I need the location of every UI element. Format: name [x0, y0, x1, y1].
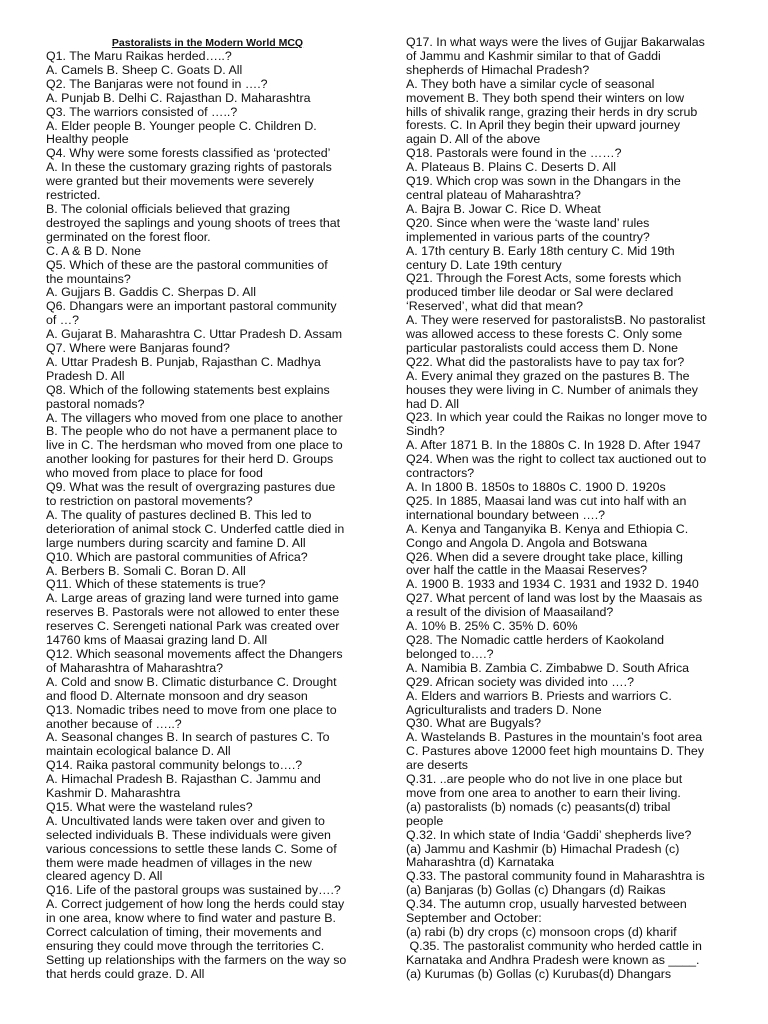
text-line: Q8. Which of the following statements best explains	[46, 382, 330, 397]
left-column-text	[46, 50, 369, 982]
text-line: large numbers during scarcity and famine D. All	[46, 535, 306, 550]
text-line: C. A & B D. None	[46, 243, 142, 258]
text-line: cleared agency D. All	[46, 869, 163, 884]
text-line: Q.32. In which state of India ‘Gaddi’ shepherds live?	[406, 827, 692, 842]
left-column	[46, 36, 369, 982]
text-line: of …?	[46, 313, 80, 328]
text-line: Q29. African society was divided into ….?	[406, 674, 634, 689]
text-line: A. Large areas of grazing land were turned into game	[46, 591, 339, 606]
text-line: people	[406, 813, 444, 828]
text-line: Q2. The Banjaras were not found in ….?	[46, 76, 268, 91]
text-line: B. The colonial officials believed that grazing	[46, 201, 291, 216]
text-line: A. Correct judgement of how long the herds could stay	[46, 897, 345, 912]
text-line: ‘Reserved’, what did that mean?	[406, 299, 584, 314]
text-line: A. Plateaus B. Plains C. Deserts D. All	[406, 160, 617, 175]
text-line: A. In these the customary grazing rights of pastorals	[46, 160, 332, 175]
text-line: Q13. Nomadic tribes need to move from one place to	[46, 702, 337, 717]
text-line: C. Pastures above 12000 feet high mountains D. They	[406, 744, 705, 759]
text-line: Q24. When was the right to collect tax auctioned out to	[406, 452, 707, 467]
text-line: A. Namibia B. Zambia C. Zimbabwe D. South Africa	[406, 660, 690, 675]
text-line: central plateau of Maharashtra?	[406, 187, 581, 202]
text-line: A. Cold and snow B. Climatic disturbance C. Drought	[46, 674, 337, 689]
text-line: A. Kenya and Tanganyika B. Kenya and Ethiopia C.	[406, 521, 689, 536]
text-line: (a) Kurumas (b) Gollas (c) Kurubas(d) Dhangars	[406, 966, 672, 981]
text-line: A. Himachal Pradesh B. Rajasthan C. Jammu and	[46, 772, 321, 787]
text-line: A. The villagers who moved from one place to another	[46, 410, 343, 425]
text-line: implemented in various parts of the country?	[406, 229, 650, 244]
text-line: Kashmir D. Maharashtra	[46, 786, 181, 801]
right-column	[406, 36, 728, 982]
text-line: to restriction on pastoral movements?	[46, 494, 253, 508]
text-line: a result of the division of Maasailand?	[406, 605, 614, 620]
text-line: over half the cattle in the Maasai Reserves?	[406, 563, 648, 578]
text-line: Q20. Since when were the ‘waste land’ rules	[406, 215, 650, 230]
text-line: movement B. They both spend their winters on low	[406, 90, 685, 105]
text-line: Q21. Through the Forest Acts, some forests which	[406, 271, 682, 286]
text-line: B. The people who do not have a permanent place to	[46, 424, 338, 439]
text-line: Q17. In what ways were the lives of Gujjar Bakarwalas	[406, 35, 705, 49]
text-line: another because of …..?	[46, 716, 182, 731]
text-line: and flood D. Alternate monsoon and dry season	[46, 688, 308, 703]
text-line: Q25. In 1885, Maasai land was cut into half with an	[406, 493, 687, 508]
text-line: shepherds of Himachal Pradesh?	[406, 62, 590, 77]
text-line: Q.31. ..are people who do not live in one place but	[406, 772, 683, 787]
text-line: them were made headmen of villages in the new	[46, 855, 312, 870]
text-line: A. In 1800 B. 1850s to 1880s C. 1900 D. 1920s	[406, 480, 666, 494]
text-line: Q26. When did a severe drought take place, killing	[406, 549, 683, 564]
text-line: A. Gujjars B. Gaddis C. Sherpas D. All	[46, 285, 257, 300]
text-line: houses they were living in C. Number of animals they	[406, 382, 699, 397]
text-line: reserves C. Serengeti national Park was created over	[46, 619, 340, 634]
text-line: (a) Banjaras (b) Gollas (c) Dhangars (d) Raikas	[406, 883, 666, 898]
text-line: in one area, know where to find water and pasture B.	[46, 911, 336, 926]
text-line: A. Punjab B. Delhi C. Rajasthan D. Maharashtra	[46, 90, 311, 105]
text-line: Q30. What are Bugyals?	[406, 716, 541, 731]
text-line: Q9. What was the result of overgrazing pastures due	[46, 480, 336, 495]
text-line: deterioration of animal stock C. Underfed cattle died in	[46, 521, 345, 536]
text-line: A. Camels B. Sheep C. Goats D. All	[46, 62, 243, 77]
text-line: forests. C. In April they begin their upward journey	[406, 118, 681, 133]
text-line: Q22. What did the pastoralists have to pay tax for?	[406, 354, 685, 369]
text-line: (a) rabi (b) dry crops (c) monsoon crops (d) kharif	[406, 925, 677, 939]
text-line: international boundary between ….?	[406, 507, 606, 522]
text-line: A. Every animal they grazed on the pastures B. The	[406, 368, 690, 383]
text-line: Q28. The Nomadic cattle herders of Kaokoland	[406, 632, 665, 647]
text-line: hills of shivalik range, grazing their herds in dry scrub	[406, 104, 698, 119]
text-line: reserves B. Pastorals were not allowed to enter these	[46, 605, 340, 620]
text-line: move from one area to another to earn their living.	[406, 785, 681, 800]
text-line: Congo and Angola D. Angola and Botswana	[406, 535, 648, 550]
text-line: A. Seasonal changes B. In search of pastures C. To	[46, 730, 330, 745]
text-line: A. Wastelands B. Pastures in the mountain’s foot area	[406, 730, 703, 745]
text-line: A. Berbers B. Somali C. Boran D. All	[46, 563, 246, 578]
text-line: Q16. Life of the pastoral groups was sustained by….?	[46, 883, 341, 898]
text-line: Q.34. The autumn crop, usually harvested between	[406, 897, 687, 912]
text-line: was allowed access to these forests C. Only some	[406, 327, 683, 342]
text-line: Q27. What percent of land was lost by the Maasais as	[406, 591, 703, 606]
text-line: again D. All of the above	[406, 132, 541, 147]
text-line: Setting up relationships with the farmers on the way so	[46, 952, 347, 967]
text-line: who moved from place to place for food	[46, 466, 263, 481]
text-line: that herds could graze. D. All	[46, 966, 205, 981]
text-line: Q15. What were the wasteland rules?	[46, 799, 253, 814]
text-line: the mountains?	[46, 271, 131, 286]
text-line: are deserts	[406, 758, 468, 773]
text-line: particular pastoralists could access them D. None	[406, 340, 679, 355]
text-line: Q18. Pastorals were found in the ……?	[406, 146, 622, 161]
text-line: A. Elders and warriors B. Priests and warriors C.	[406, 688, 672, 703]
text-line: another looking for pastures for their herd D. Groups	[46, 452, 334, 467]
text-line: ensuring they could move through the territories C.	[46, 939, 325, 953]
text-line: various concessions to settle these lands C. Some of	[46, 841, 337, 856]
text-line: Q.33. The pastoral community found in Maharashtra is	[406, 869, 705, 884]
text-line: Q3. The warriors consisted of …..?	[46, 104, 238, 119]
text-line: A. Uttar Pradesh B. Punjab, Rajasthan C. Madhya	[46, 354, 321, 369]
text-line: A. They were reserved for pastoralistsB. No pastoralist	[406, 313, 706, 328]
text-line: A. Bajra B. Jowar C. Rice D. Wheat	[406, 201, 601, 216]
text-line: of Maharashtra of Maharashtra?	[46, 660, 224, 675]
text-line: Q.35. The pastoralist community who herded cattle in	[406, 938, 702, 953]
text-line: maintain ecological balance D. All	[46, 744, 231, 759]
text-line: (a) pastoralists (b) nomads (c) peasants(d) tribal	[406, 799, 671, 814]
text-line: Correct calculation of timing, their movements and	[46, 925, 322, 940]
text-line: A. Gujarat B. Maharashtra C. Uttar Pradesh D. Assam	[46, 327, 343, 342]
text-line: Sindh?	[406, 424, 445, 439]
text-line: 14760 kms of Maasai grazing land D. All	[46, 633, 268, 648]
text-line: A. Elder people B. Younger people C. Children D.	[46, 118, 317, 133]
text-line: September and October:	[406, 911, 542, 926]
text-line: Healthy people	[46, 132, 129, 147]
right-column-text	[406, 36, 728, 982]
text-line: Q5. Which of these are the pastoral communities of	[46, 257, 328, 272]
text-line: Q23. In which year could the Raikas no longer move to	[406, 410, 707, 425]
text-line: belonged to….?	[406, 646, 494, 661]
text-line: Q19. Which crop was sown in the Dhangars in the	[406, 174, 681, 189]
text-line: (a) Jammu and Kashmir (b) Himachal Pradesh (c)	[406, 841, 680, 856]
text-line: pastoral nomads?	[46, 396, 145, 411]
document-title: Pastoralists in the Modern World MCQ	[111, 37, 304, 49]
text-line: Q4. Why were some forests classified as ‘protected’	[46, 146, 331, 161]
text-line: A. Uncultivated lands were taken over and given to	[46, 813, 325, 828]
text-line: were granted but their movements were severely	[46, 174, 314, 189]
text-line: A. They both have a similar cycle of seasonal	[406, 76, 655, 91]
text-line: Q14. Raika pastoral community belongs to….?	[46, 758, 303, 773]
text-line: Q1. The Maru Raikas herded…..?	[46, 49, 232, 63]
text-line: restricted.	[46, 188, 101, 203]
text-line: Q7. Where were Banjaras found?	[46, 341, 230, 356]
text-line: Q6. Dhangars were an important pastoral community	[46, 299, 337, 314]
text-line: Maharashtra (d) Karnataka	[406, 855, 555, 870]
text-line: A. After 1871 B. In the 1880s C. In 1928 D. After 1947	[406, 438, 701, 453]
text-line: century D. Late 19th century	[406, 257, 562, 272]
text-line: contractors?	[406, 466, 475, 481]
text-line: Pradesh D. All	[46, 368, 125, 383]
text-line: germinated on the forest floor.	[46, 229, 211, 244]
text-line: of Jammu and Kashmir similar to that of Gaddi	[406, 48, 661, 63]
text-line: produced timber lile deodar or Sal were declared	[406, 285, 674, 300]
text-line: Q12. Which seasonal movements affect the Dhangers	[46, 646, 343, 661]
text-line: A. 17th century B. Early 18th century C. Mid 19th	[406, 243, 675, 258]
text-line: A. 10% B. 25% C. 35% D. 60%	[406, 619, 578, 634]
text-line: Agriculturalists and traders D. None	[406, 702, 602, 717]
text-line: A. The quality of pastures declined B. This led to	[46, 507, 312, 522]
text-line: destroyed the saplings and young shoots of trees that	[46, 215, 341, 230]
text-line: A. 1900 B. 1933 and 1934 C. 1931 and 1932 D. 1940	[406, 577, 699, 592]
text-line: had D. All	[406, 396, 460, 411]
text-line: Q10. Which are pastoral communities of Africa?	[46, 549, 308, 564]
text-line: Q11. Which of these statements is true?	[46, 577, 266, 592]
text-line: selected individuals B. These individuals were given	[46, 827, 331, 842]
text-line: live in C. The herdsman who moved from one place to	[46, 438, 343, 453]
text-line: Karnataka and Andhra Pradesh were known as ____.	[406, 952, 700, 967]
